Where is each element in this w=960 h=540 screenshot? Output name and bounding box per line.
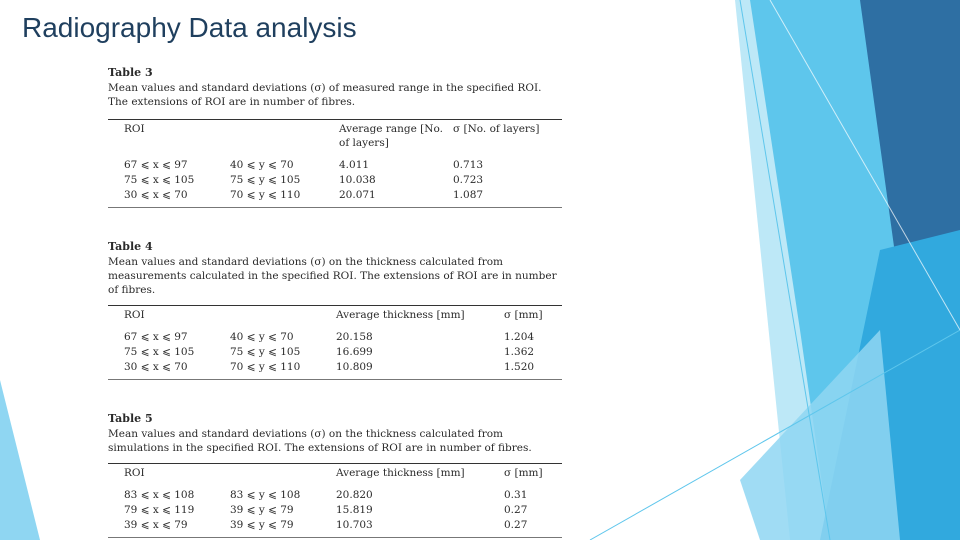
table-cell: 0.27: [504, 519, 528, 531]
deco-line-1: [740, 0, 830, 540]
table-4: [108, 306, 562, 379]
table-cell: 67 ⩽ x ⩽ 97: [124, 159, 188, 171]
table-3: [108, 120, 562, 207]
table-cell: 20.071: [339, 189, 376, 201]
table-row: [108, 345, 562, 360]
table-cell: 0.27: [504, 504, 528, 516]
table-4-bottom-rule: [108, 379, 562, 380]
table-4-label: Table 4: [108, 240, 153, 253]
deco-shape-mid: [750, 0, 960, 540]
table-3-block: [108, 66, 562, 208]
table-cell: 1.362: [504, 346, 535, 358]
table-5-header-average: Average thickness [mm]: [336, 467, 465, 479]
table-4-header-roi: ROI: [124, 309, 145, 321]
table-4-header-row: [108, 306, 562, 325]
table-5: [108, 464, 562, 537]
table-row: [108, 173, 562, 188]
table-cell: 16.699: [336, 346, 373, 358]
table-3-header-average: Average range [No. of layers]: [339, 123, 443, 149]
table-row: [108, 360, 562, 379]
table-cell: 40 ⩽ y ⩽ 70: [230, 159, 294, 171]
table-row: [108, 153, 562, 173]
table-row: [108, 188, 562, 207]
table-cell: 1.087: [453, 189, 484, 201]
table-cell: 39 ⩽ x ⩽ 79: [124, 519, 188, 531]
deco-shape-light: [735, 0, 960, 540]
table-3-bottom-rule: [108, 207, 562, 208]
table-cell: 75 ⩽ y ⩽ 105: [230, 174, 301, 186]
table-cell: 83 ⩽ x ⩽ 108: [124, 489, 195, 501]
table-5-caption: Mean values and standard deviations (σ) on the thickness calculated from simulations in the specified ROI. The extensions of ROI are in number of fibres.: [108, 428, 532, 454]
table-cell: 39 ⩽ y ⩽ 79: [230, 519, 294, 531]
table-cell: 75 ⩽ x ⩽ 105: [124, 346, 195, 358]
table-cell: 75 ⩽ x ⩽ 105: [124, 174, 195, 186]
table-5-header-empty: [230, 464, 336, 483]
table-cell: 40 ⩽ y ⩽ 70: [230, 331, 294, 343]
table-cell: 10.809: [336, 361, 373, 373]
table-cell: 39 ⩽ y ⩽ 79: [230, 504, 294, 516]
table-cell: 79 ⩽ x ⩽ 119: [124, 504, 195, 516]
tables-image: [108, 66, 562, 538]
table-5-header-row: [108, 464, 562, 483]
table-cell: 0.713: [453, 159, 484, 171]
table-cell: 30 ⩽ x ⩽ 70: [124, 361, 188, 373]
table-3-label: Table 3: [108, 66, 153, 79]
table-5-header-sigma: σ [mm]: [504, 467, 543, 479]
table-3-caption: Mean values and standard deviations (σ) of measured range in the specified ROI. The extensions of ROI are in number of fibres.: [108, 82, 542, 108]
table-row: [108, 503, 562, 518]
table-cell: 20.158: [336, 331, 373, 343]
table-cell: 83 ⩽ y ⩽ 108: [230, 489, 301, 501]
table-cell: 0.31: [504, 489, 528, 501]
table-cell: 1.520: [504, 361, 535, 373]
table-cell: 75 ⩽ y ⩽ 105: [230, 346, 301, 358]
table-4-header-sigma: σ [mm]: [504, 309, 543, 321]
table-row: [108, 325, 562, 345]
deco-line-3: [770, 0, 960, 330]
table-cell: 20.820: [336, 489, 373, 501]
table-4-header-empty: [230, 306, 336, 325]
table-cell: 4.011: [339, 159, 370, 171]
table-5-block: [108, 412, 562, 538]
deco-shape-light-lower: [740, 330, 900, 540]
table-4-block: [108, 240, 562, 380]
table-cell: 15.819: [336, 504, 373, 516]
slide-title: Radiography Data analysis: [22, 12, 357, 43]
table-5-bottom-rule: [108, 537, 562, 538]
deco-line-2: [590, 330, 960, 540]
table-cell: 0.723: [453, 174, 484, 186]
table-4-caption: Mean values and standard deviations (σ) on the thickness calculated from measurements calculated in the specified ROI. The extensions of ROI are in number of fibres.: [108, 256, 557, 296]
table-cell: 30 ⩽ x ⩽ 70: [124, 189, 188, 201]
deco-shape-mid-lower: [820, 230, 960, 540]
table-cell: 1.204: [504, 331, 535, 343]
table-cell: 67 ⩽ x ⩽ 97: [124, 331, 188, 343]
table-3-header-roi: ROI: [124, 123, 145, 135]
table-5-label: Table 5: [108, 412, 153, 425]
table-4-header-average: Average thickness [mm]: [336, 309, 465, 321]
deco-shape-left-edge: [0, 380, 40, 540]
table-5-header-roi: ROI: [124, 467, 145, 479]
deco-shape-dark: [860, 0, 960, 540]
table-3-header-sigma: σ [No. of layers]: [453, 123, 540, 135]
table-cell: 10.038: [339, 174, 376, 186]
table-row: [108, 518, 562, 537]
table-3-header-row: [108, 120, 562, 153]
table-cell: 70 ⩽ y ⩽ 110: [230, 189, 301, 201]
table-cell: 10.703: [336, 519, 373, 531]
table-3-header-empty: [230, 120, 339, 153]
table-cell: 70 ⩽ y ⩽ 110: [230, 361, 301, 373]
table-row: [108, 483, 562, 503]
